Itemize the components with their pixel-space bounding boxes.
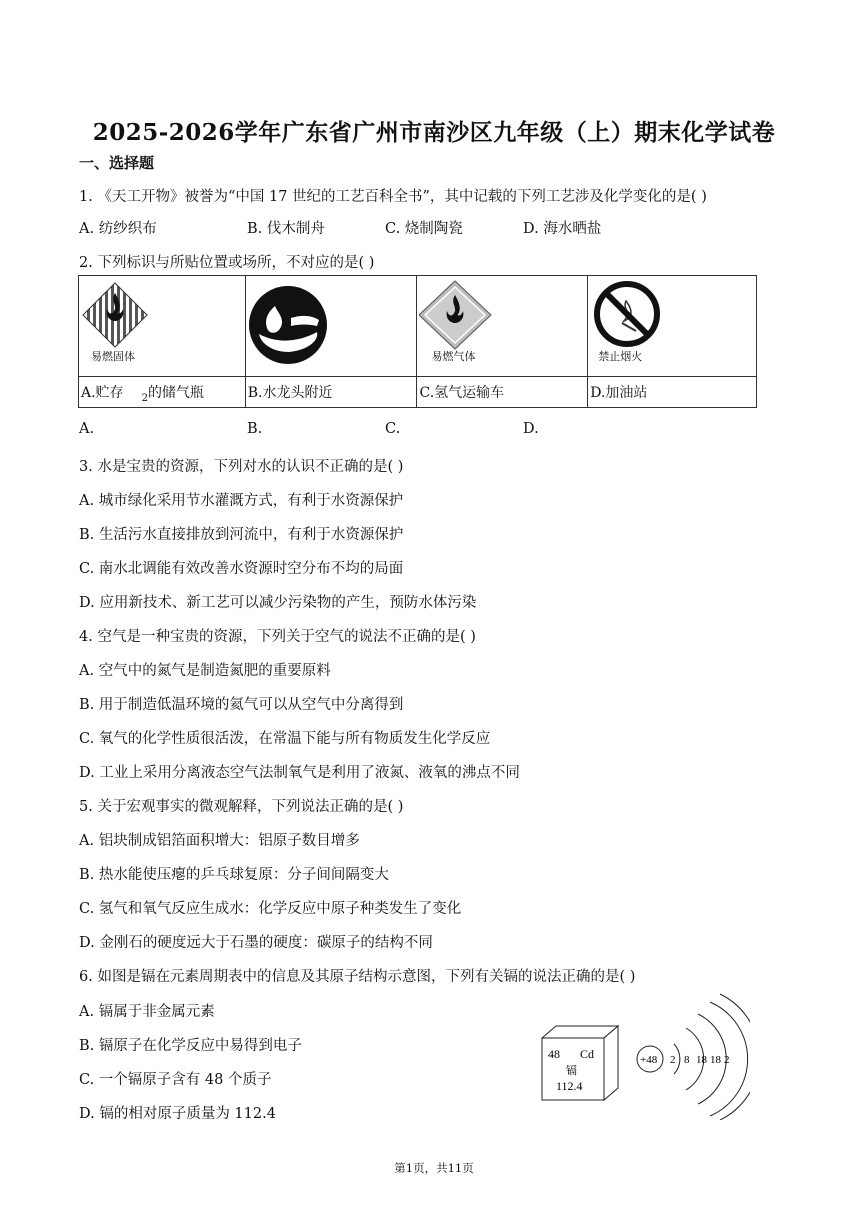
water-saving-icon	[247, 284, 329, 366]
page-footer: 第1页，共11页	[394, 1161, 474, 1175]
cell-c: C.氢气运输车	[417, 377, 588, 408]
question-2-option-c: C.	[385, 421, 401, 437]
sign-caption-1: 易燃固体	[91, 350, 135, 363]
periodic-table-cell	[538, 1024, 624, 1104]
question-4-option-d: D. 工业上采用分离液态空气法制氧气是利用了液氮、液氧的沸点不同	[79, 765, 520, 781]
cell-b: B.水龙头附近	[245, 377, 417, 408]
question-5-option-b: B. 热水能使压瘪的乒乓球复原：分子间间隔变大	[79, 867, 389, 883]
element-symbol: Cd	[580, 1047, 595, 1061]
question-4-stem: 4. 空气是一种宝贵的资源，下列关于空气的说法不正确的是( )	[79, 629, 476, 645]
flammable-solid-icon	[81, 279, 161, 359]
question-6-option-b: B. 镉原子在化学反应中易得到电子	[79, 1038, 302, 1054]
shell-5: 2	[724, 1054, 730, 1066]
question-2-option-b: B.	[247, 421, 263, 437]
cell-a-subscript: 2	[141, 393, 148, 404]
no-fire-icon	[592, 279, 662, 349]
cell-a-text-2: 的储气瓶	[147, 385, 204, 401]
question-5-stem: 5. 关于宏观事实的微观解释，下列说法正确的是( )	[79, 799, 404, 815]
signs-table	[78, 275, 757, 408]
element-number: 48	[548, 1047, 560, 1061]
question-3-option-b: B. 生活污水直接排放到河流中，有利于水资源保护	[79, 527, 404, 543]
question-1-option-c: C. 烧制陶瓷	[385, 221, 463, 237]
nucleus-charge: +48	[640, 1054, 658, 1066]
question-3-stem: 3. 水是宝贵的资源，下列对水的认识不正确的是( )	[79, 459, 404, 475]
page-title: 2025-2026学年广东省广州市南沙区九年级（上）期末化学试卷	[92, 119, 776, 146]
cell-a-text-1: A.贮存	[81, 385, 124, 401]
question-1-option-d: D. 海水晒盐	[523, 221, 602, 237]
question-6-option-c: C. 一个镉原子含有 48 个质子	[79, 1072, 272, 1088]
cell-a	[79, 377, 246, 408]
question-3-option-a: A. 城市绿化采用节水灌溉方式，有利于水资源保护	[79, 493, 404, 509]
sign-caption-4: 禁止烟火	[598, 350, 643, 363]
question-4-option-c: C. 氧气的化学性质很活泼，在常温下能与所有物质发生化学反应	[79, 731, 491, 747]
shell-4: 18	[710, 1054, 721, 1066]
question-6-option-a: A. 镉属于非金属元素	[79, 1004, 215, 1020]
question-4-option-b: B. 用于制造低温环境的氦气可以从空气中分离得到	[79, 697, 404, 713]
question-2-option-a: A.	[79, 421, 95, 437]
shell-2: 8	[684, 1054, 690, 1066]
question-6-stem: 6. 如图是镉在元素周期表中的信息及其原子结构示意图，下列有关镉的说法正确的是( )	[79, 969, 636, 985]
question-4-option-a: A. 空气中的氮气是制造氮肥的重要原料	[79, 663, 331, 679]
element-mass: 112.4	[556, 1079, 583, 1093]
question-6-option-d: D. 镉的相对原子质量为 112.4	[79, 1106, 276, 1122]
sign-cell-4	[588, 276, 757, 377]
element-name: 镉	[566, 1064, 577, 1077]
question-1-stem: 1. 《天工开物》被誉为“中国 17 世纪的工艺百科全书”，其中记载的下列工艺涉及化学变化的是( )	[79, 189, 707, 205]
sign-cell-2	[245, 276, 417, 377]
question-3-option-d: D. 应用新技术、新工艺可以减少污染物的产生，预防水体污染	[79, 595, 477, 611]
flammable-gas-icon	[419, 279, 499, 359]
atom-structure-diagram	[630, 990, 750, 1120]
shell-1: 2	[670, 1054, 676, 1066]
question-1-option-b: B. 伐木制舟	[247, 221, 325, 237]
question-3-option-c: C. 南水北调能有效改善水资源时空分布不均的局面	[79, 561, 404, 577]
question-2-stem: 2. 下列标识与所贴位置或场所，不对应的是( )	[79, 255, 375, 271]
question-5-option-c: C. 氢气和氧气反应生成水：化学反应中原子种类发生了变化	[79, 901, 462, 917]
question-1-option-a: A. 纺纱织布	[79, 221, 157, 237]
question-5-option-d: D. 金刚石的硬度远大于石墨的硬度：碳原子的结构不同	[79, 935, 433, 951]
sign-cell-3	[417, 276, 588, 377]
section-heading: 一、选择题	[79, 154, 155, 172]
shell-3: 18	[696, 1054, 707, 1066]
question-2-option-d: D.	[523, 421, 539, 437]
sign-cell-1	[79, 276, 246, 377]
cell-d: D.加油站	[588, 377, 757, 408]
sign-caption-3: 易燃气体	[431, 350, 476, 363]
question-5-option-a: A. 铝块制成铝箔面积增大：铝原子数目增多	[79, 833, 360, 849]
